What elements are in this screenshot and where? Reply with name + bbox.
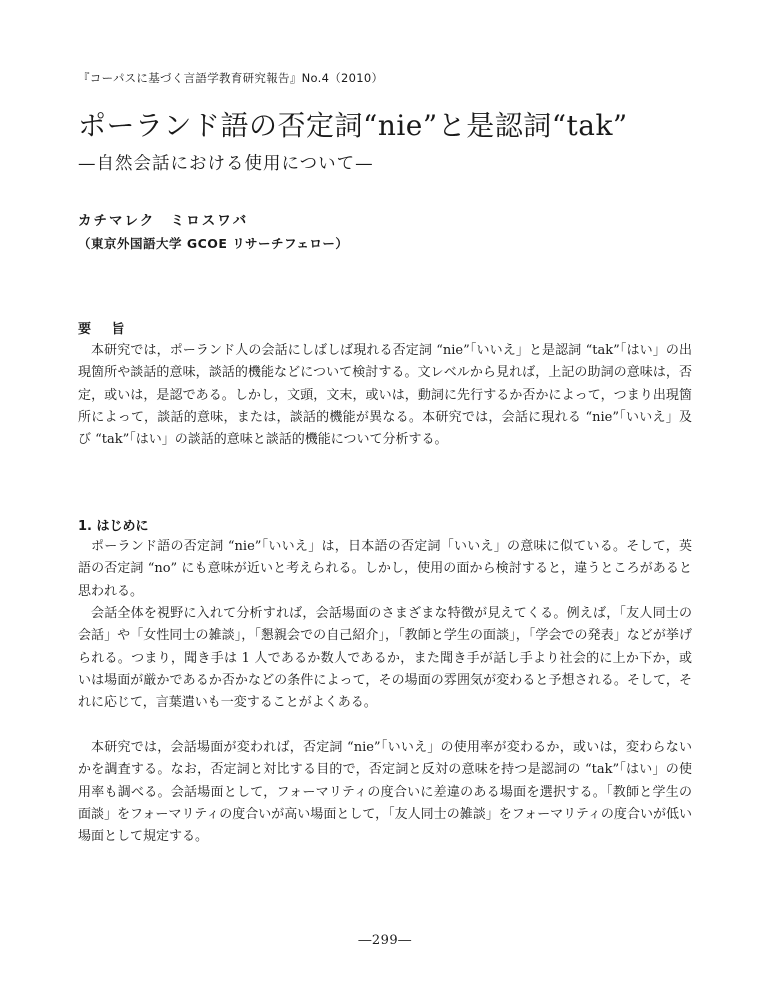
abstract-text: 本研究では，ポーランド人の会話にしばしば現れる否定詞 “nie”「いいえ」と是認詞 “tak”「はい」の出現箇所や談話的意味，談話的機能などについて検討する。文レベルから見れば，上記の助詞の意味は，否定，或いは，是認である。しかし，文頭，文末，或いは，動詞に先行するか否かによって，つまり出現箇所によって，談話的意味，または，談話的機能が異なる。本研究では，会話に現れる “nie”「いいえ」及び “tak”「はい」の談話的意味と談話的機能について分析する。 bbox=[78, 343, 692, 448]
author-name: カチマレク ミロスワバ bbox=[78, 213, 249, 229]
intro-paragraph: ポーランド語の否定詞 “nie”「いいえ」は，日本語の否定詞「いいえ」の意味に似ている。そして，英語の否定詞 “no” にも意味が近いと考えられる。しかし，使用の面から検討すると，違うところがあると思われる。 bbox=[78, 539, 692, 599]
section-heading-introduction: 1. はじめに bbox=[78, 519, 149, 534]
paper-subtitle: —自然会話における使用について— bbox=[78, 154, 374, 174]
author-affiliation: （東京外国語大学 GCOE リサーチフェロー） bbox=[78, 236, 349, 251]
paper-title: ポーランド語の否定詞“nie”と是認詞“tak” bbox=[78, 109, 628, 142]
intro-paragraph: 本研究では，会話場面が変われば，否定詞 “nie”「いいえ」の使用率が変わるか，或いは，変わらないかを調査する。なお，否定詞と対比する目的で，否定詞と反対の意味を持つ是認詞の “tak”「はい」の使用率も調べる。会話場面として，フォーマリティの度合いに差違のある場面を選択する。「教師と学生の面談」をフォーマリティの度合いが高い場面として，「友人同士の雑談」をフォーマリティの度合いが低い場面として規定する。 bbox=[78, 740, 692, 845]
page-number: ―299― bbox=[358, 933, 412, 948]
intro-paragraph: 会話全体を視野に入れて分析すれば，会話場面のさまざまな特徴が見えてくる。例えば，「友人同士の会話」や「女性同士の雑談」，「懇親会での自己紹介」，「教師と学生の面談」，「学会での発表」などが挙げられる。つまり，聞き手は 1 人であるか数人であるか，また聞き手が話し手より社会的に上か下か，或いは場面が厳かであるか否かなどの条件によって，その場面の雰囲気が変わると予想される。そして，それに応じて，言葉遣いも一変することがよくある。 bbox=[78, 606, 692, 711]
abstract-heading: 要 旨 bbox=[78, 322, 133, 337]
journal-header: 『コーパスに基づく言語学教育研究報告』No.4（2010） bbox=[78, 71, 384, 85]
